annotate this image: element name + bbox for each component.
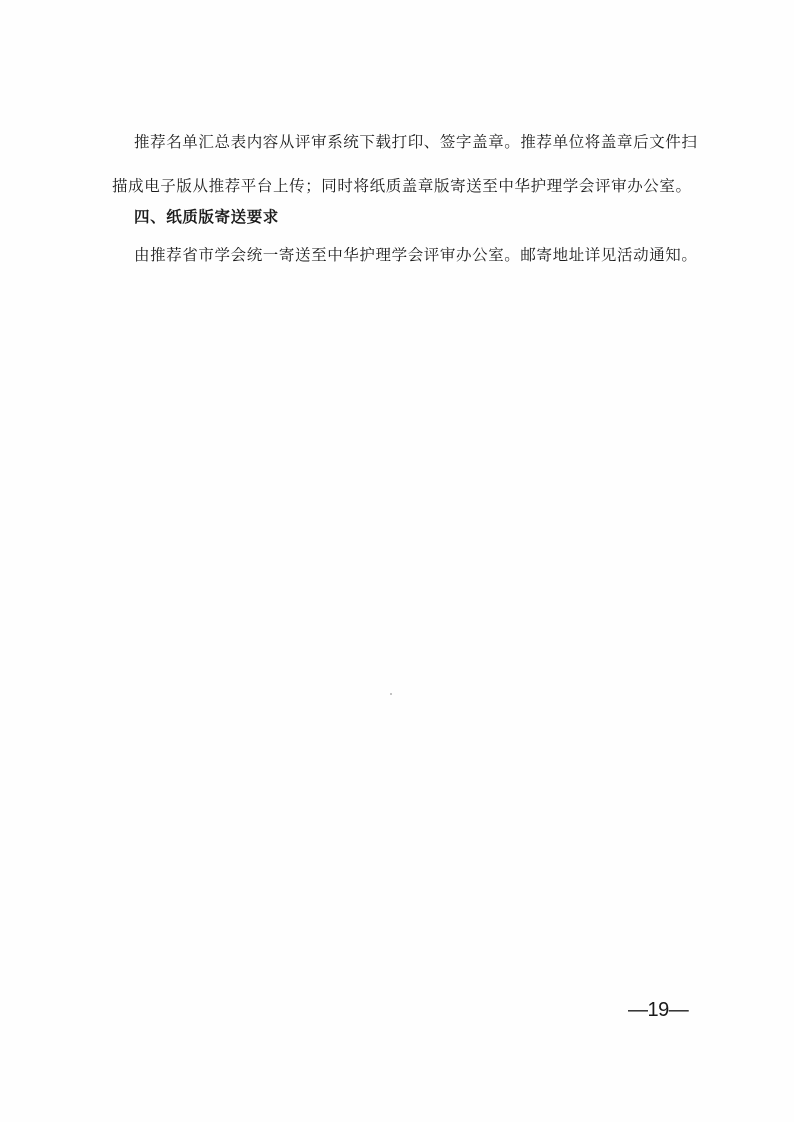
paragraph-text: 由推荐省市学会统一寄送至中华护理学会评审办公室。邮寄地址详见活动通知。 (134, 246, 698, 264)
paragraph-text-line: 推荐名单汇总表内容从评审系统下载打印、签字盖章。推荐单位将盖章后文件扫 (134, 133, 698, 151)
section-heading: 四、纸质版寄送要求 (134, 208, 279, 226)
page-number: —19— (628, 999, 689, 1021)
scan-speck (390, 693, 392, 695)
paragraph-text-line: 描成电子版从推荐平台上传；同时将纸质盖章版寄送至中华护理学会评审办公室。 (112, 177, 692, 195)
